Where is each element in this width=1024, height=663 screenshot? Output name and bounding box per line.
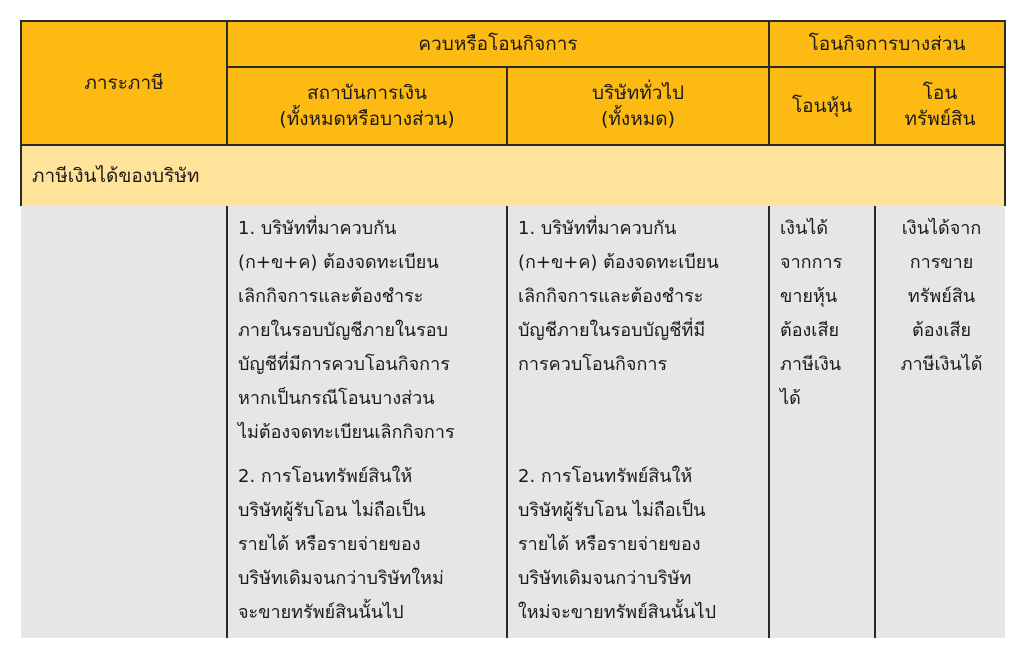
header-partial-transfer-group-label: โอนกิจการบางส่วน (808, 33, 966, 55)
header-share-transfer-label: โอนหุ้น (791, 95, 853, 117)
tax-comparison-table (20, 20, 1006, 638)
section-title: ภาษีเงินได้ของบริษัท (32, 165, 200, 187)
header-tax-burden (21, 21, 227, 145)
row1-general-company: 1. บริษัทที่มาควบกัน (ก+ข+ค) ต้องจดทะเบียน เลิกกิจการและต้องชำระ บัญชีภายในรอบบัญชีที่มี การควบโอนกิจการ (507, 206, 769, 454)
header-merger-group (227, 21, 769, 67)
row2-general-company: 2. การโอนทรัพย์สินให้ บริษัทผู้รับโอน ไม่ถือเป็น รายได้ หรือรายจ่ายของ บริษัทเดิมจนกว่าบริษัท ใหม่จะขายทรัพย์สินนั้นไป (507, 454, 769, 638)
header-tax-burden-label: ภาระภาษี (84, 72, 164, 94)
header-financial-institution (227, 67, 507, 145)
row1-financial-institution: 1. บริษัทที่มาควบกัน (ก+ข+ค) ต้องจดทะเบียน เลิกกิจการและต้องชำระ ภายในรอบบัญชีภายในรอบ บัญชีที่มีการควบโอนกิจการ หากเป็นกรณีโอนบางส่วน ไม่ต้องจดทะเบียนเลิกกิจการ (227, 206, 507, 454)
header-general-company-label: บริษัททั่วไป (ทั้งหมด) (591, 82, 685, 130)
header-partial-transfer-group (769, 21, 1005, 67)
header-share-transfer (769, 67, 875, 145)
header-asset-transfer-label: โอน ทรัพย์สิน (904, 82, 976, 130)
header-asset-transfer (875, 67, 1005, 145)
tax-burden-cell (21, 206, 227, 638)
share-transfer-cell: เงินได้ จากการ ขายหุ้น ต้องเสีย ภาษีเงิน ได้ (769, 206, 875, 638)
header-financial-institution-label: สถาบันการเงิน (ทั้งหมดหรือบางส่วน) (279, 82, 455, 130)
header-merger-group-label: ควบหรือโอนกิจการ (418, 33, 578, 55)
section-corporate-income-tax (21, 145, 1005, 206)
asset-transfer-cell: เงินได้จาก การขาย ทรัพย์สิน ต้องเสีย ภาษีเงินได้ (875, 206, 1005, 638)
row2-financial-institution: 2. การโอนทรัพย์สินให้ บริษัทผู้รับโอน ไม่ถือเป็น รายได้ หรือรายจ่ายของ บริษัทเดิมจนกว่าบริษัทใหม่ จะขายทรัพย์สินนั้นไป (227, 454, 507, 638)
header-general-company (507, 67, 769, 145)
